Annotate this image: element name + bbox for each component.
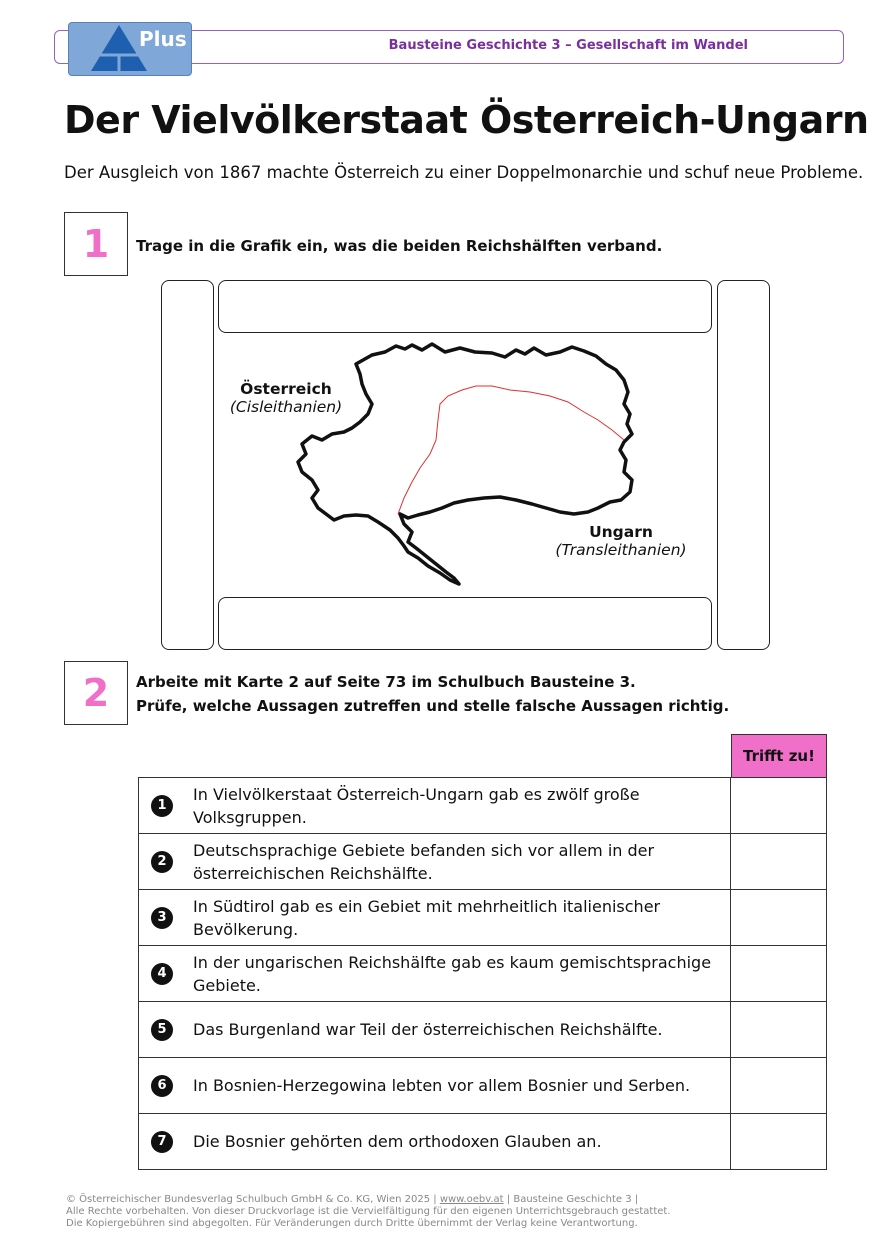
statement-number: 5 (151, 1019, 173, 1041)
statement-text-line1: In Südtirol gab es ein Gebiet mit mehrheitlich italienischer (193, 896, 661, 916)
statement-cell (139, 890, 731, 946)
trifft-zu-checkbox-cell[interactable] (731, 778, 827, 834)
trifft-zu-checkbox-cell[interactable] (731, 1114, 827, 1170)
footer: © Österreichischer Bundesverlag Schulbuch GmbH & Co. KG, Wien 2025 | www.oebv.at | Bausteine Geschichte 3 | Alle Rechte vorbehalten. Von dieser Druckvorlage ist die Vervielfältigung für den eigenen Unterrichtsgebrauch gestattet. Die Kopiergebühren sind abgegolten. Für Veränderungen durch Dritte übernimmt der Verlag keine Verantwortung. (66, 1194, 671, 1229)
statement-text-line2: Volksgruppen. (193, 807, 307, 827)
trifft-zu-checkbox-cell[interactable] (731, 890, 827, 946)
task-1-instruction: Trage in die Grafik ein, was die beiden Reichshälften verband. (136, 237, 663, 255)
series-title: Bausteine Geschichte 3 – Gesellschaft im Wandel (388, 38, 748, 53)
statement-cell (139, 1002, 731, 1058)
statement-cell (139, 1114, 731, 1170)
statement-text-line1: In Bosnien-Herzegowina lebten vor allem Bosnier und Serben. (193, 1076, 691, 1095)
border-line (398, 386, 624, 514)
statements-table (138, 777, 827, 1170)
table-row (139, 778, 827, 834)
statement-text-line2: Gebiete. (193, 975, 261, 995)
table-row (139, 946, 827, 1002)
trifft-zu-header: Trifft zu! (731, 734, 827, 778)
statement-text-line2: österreichischen Reichshälfte. (193, 863, 433, 883)
trifft-zu-checkbox-cell[interactable] (731, 1058, 827, 1114)
table-row (139, 890, 827, 946)
statement-cell (139, 778, 731, 834)
statement-text-line1: In der ungarischen Reichshälfte gab es kaum gemischtsprachige (193, 952, 712, 972)
label-hungary: Ungarn (Transleithanien) (555, 523, 687, 559)
table-row (139, 1114, 827, 1170)
task-2-instruction: Arbeite mit Karte 2 auf Seite 73 im Schulbuch Bausteine 3. Prüfe, welche Aussagen zutreffen und stelle falsche Aussagen richtig. (136, 673, 730, 715)
statement-text-line2: Bevölkerung. (193, 919, 299, 939)
statement-number: 1 (151, 795, 173, 817)
statement-text-line1: Die Bosnier gehörten dem orthodoxen Glauben an. (193, 1132, 602, 1151)
trifft-zu-checkbox-cell[interactable] (731, 834, 827, 890)
task-1-number: 1 (64, 212, 128, 276)
publisher-link[interactable]: www.oebv.at (439, 1194, 504, 1205)
table-row (139, 1058, 827, 1114)
table-row (139, 1002, 827, 1058)
trifft-zu-checkbox-cell[interactable] (731, 946, 827, 1002)
logo-plus-text: Plus (139, 27, 187, 51)
statement-number: 2 (151, 851, 173, 873)
statement-text-line1: Deutschsprachige Gebiete befanden sich vor allem in der (193, 840, 655, 860)
label-austria: Österreich (Cisleithanien) (229, 380, 343, 416)
statement-text-line1: In Vielvölkerstaat Österreich-Ungarn gab es zwölf große (193, 784, 640, 804)
trifft-zu-checkbox-cell[interactable] (731, 1002, 827, 1058)
statement-text-line1: Das Burgenland war Teil der österreichischen Reichshälfte. (193, 1020, 663, 1039)
statement-number: 4 (151, 963, 173, 985)
statement-number: 7 (151, 1131, 173, 1153)
statement-cell (139, 1058, 731, 1114)
task-2-number: 2 (64, 661, 128, 725)
table-row (139, 834, 827, 890)
statement-number: 3 (151, 907, 173, 929)
statement-number: 6 (151, 1075, 173, 1097)
statement-cell (139, 946, 731, 1002)
intro-text: Der Ausgleich von 1867 machte Österreich zu einer Doppelmonarchie und schuf neue Probleme. (64, 163, 864, 182)
statement-cell (139, 834, 731, 890)
page-title: Der Vielvölkerstaat Österreich-Ungarn (64, 98, 869, 142)
